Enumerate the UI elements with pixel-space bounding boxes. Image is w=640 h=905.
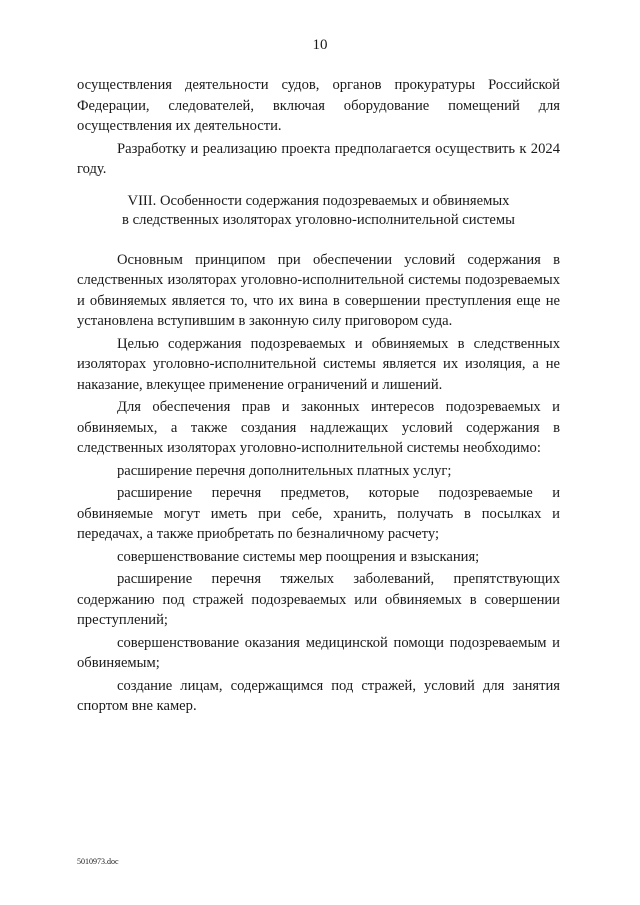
list-item-sports: создание лицам, содержащимся под стражей, условий для занятия спортом вне камер. (77, 677, 560, 714)
list-item-medical-care: совершенствование оказания медицинской помощи подозреваемым и обвиняемым; (77, 634, 560, 671)
list-item-permitted-items: расширение перечня предметов, которые подозреваемые и обвиняемые могут иметь при себе, хранить, получать в посылках и передачах, а также приобретать по безналичному расчету; (77, 485, 560, 542)
paragraph-purpose: Целью содержания подозреваемых и обвиняемых в следственных изоляторах уголовно-исполнительной системы является их изоляция, а не наказание, влекущее применение ограничений и лишений. (77, 335, 560, 393)
section-heading (77, 192, 560, 230)
paragraph-main-principle: Основным принципом при обеспечении условий содержания в следственных изоляторах уголовно-исполнительной системы подозреваемых и обвиняемых является то, что их вина в совершении преступления еще не установлена вступившим в законную силу приговором суда. (77, 251, 560, 329)
paragraph-continuation: осуществления деятельности судов, органов прокуратуры Российской Федерации, следователей, включая оборудование помещений для осуществления их деятельности. (77, 77, 560, 134)
list-item-serious-diseases: расширение перечня тяжелых заболеваний, препятствующих содержанию под стражей подозреваемых или обвиняемых в совершении преступлений; (77, 571, 560, 628)
list-item-incentives: совершенствование системы мер поощрения и взыскания; (117, 548, 480, 565)
paragraph-requirements-intro: Для обеспечения прав и законных интересов подозреваемых и обвиняемых, а также создания надлежащих условий содержания в следственных изоляторах уголовно-исполнительной системы необходимо: (77, 399, 560, 456)
footer-document-id: 5010973.doc (77, 857, 119, 866)
section-heading-line-1: VIII. Особенности содержания подозреваемых и обвиняемых (127, 192, 510, 209)
list-item-paid-services: расширение перечня дополнительных платных услуг; (117, 462, 452, 479)
document-body (77, 75, 560, 719)
paragraph-project-timeline: Разработку и реализацию проекта предполагается осуществить к 2024 году. (77, 140, 560, 177)
section-heading-line-2: в следственных изоляторах уголовно-исполнительной системы (122, 211, 515, 228)
page-number: 10 (312, 37, 328, 53)
